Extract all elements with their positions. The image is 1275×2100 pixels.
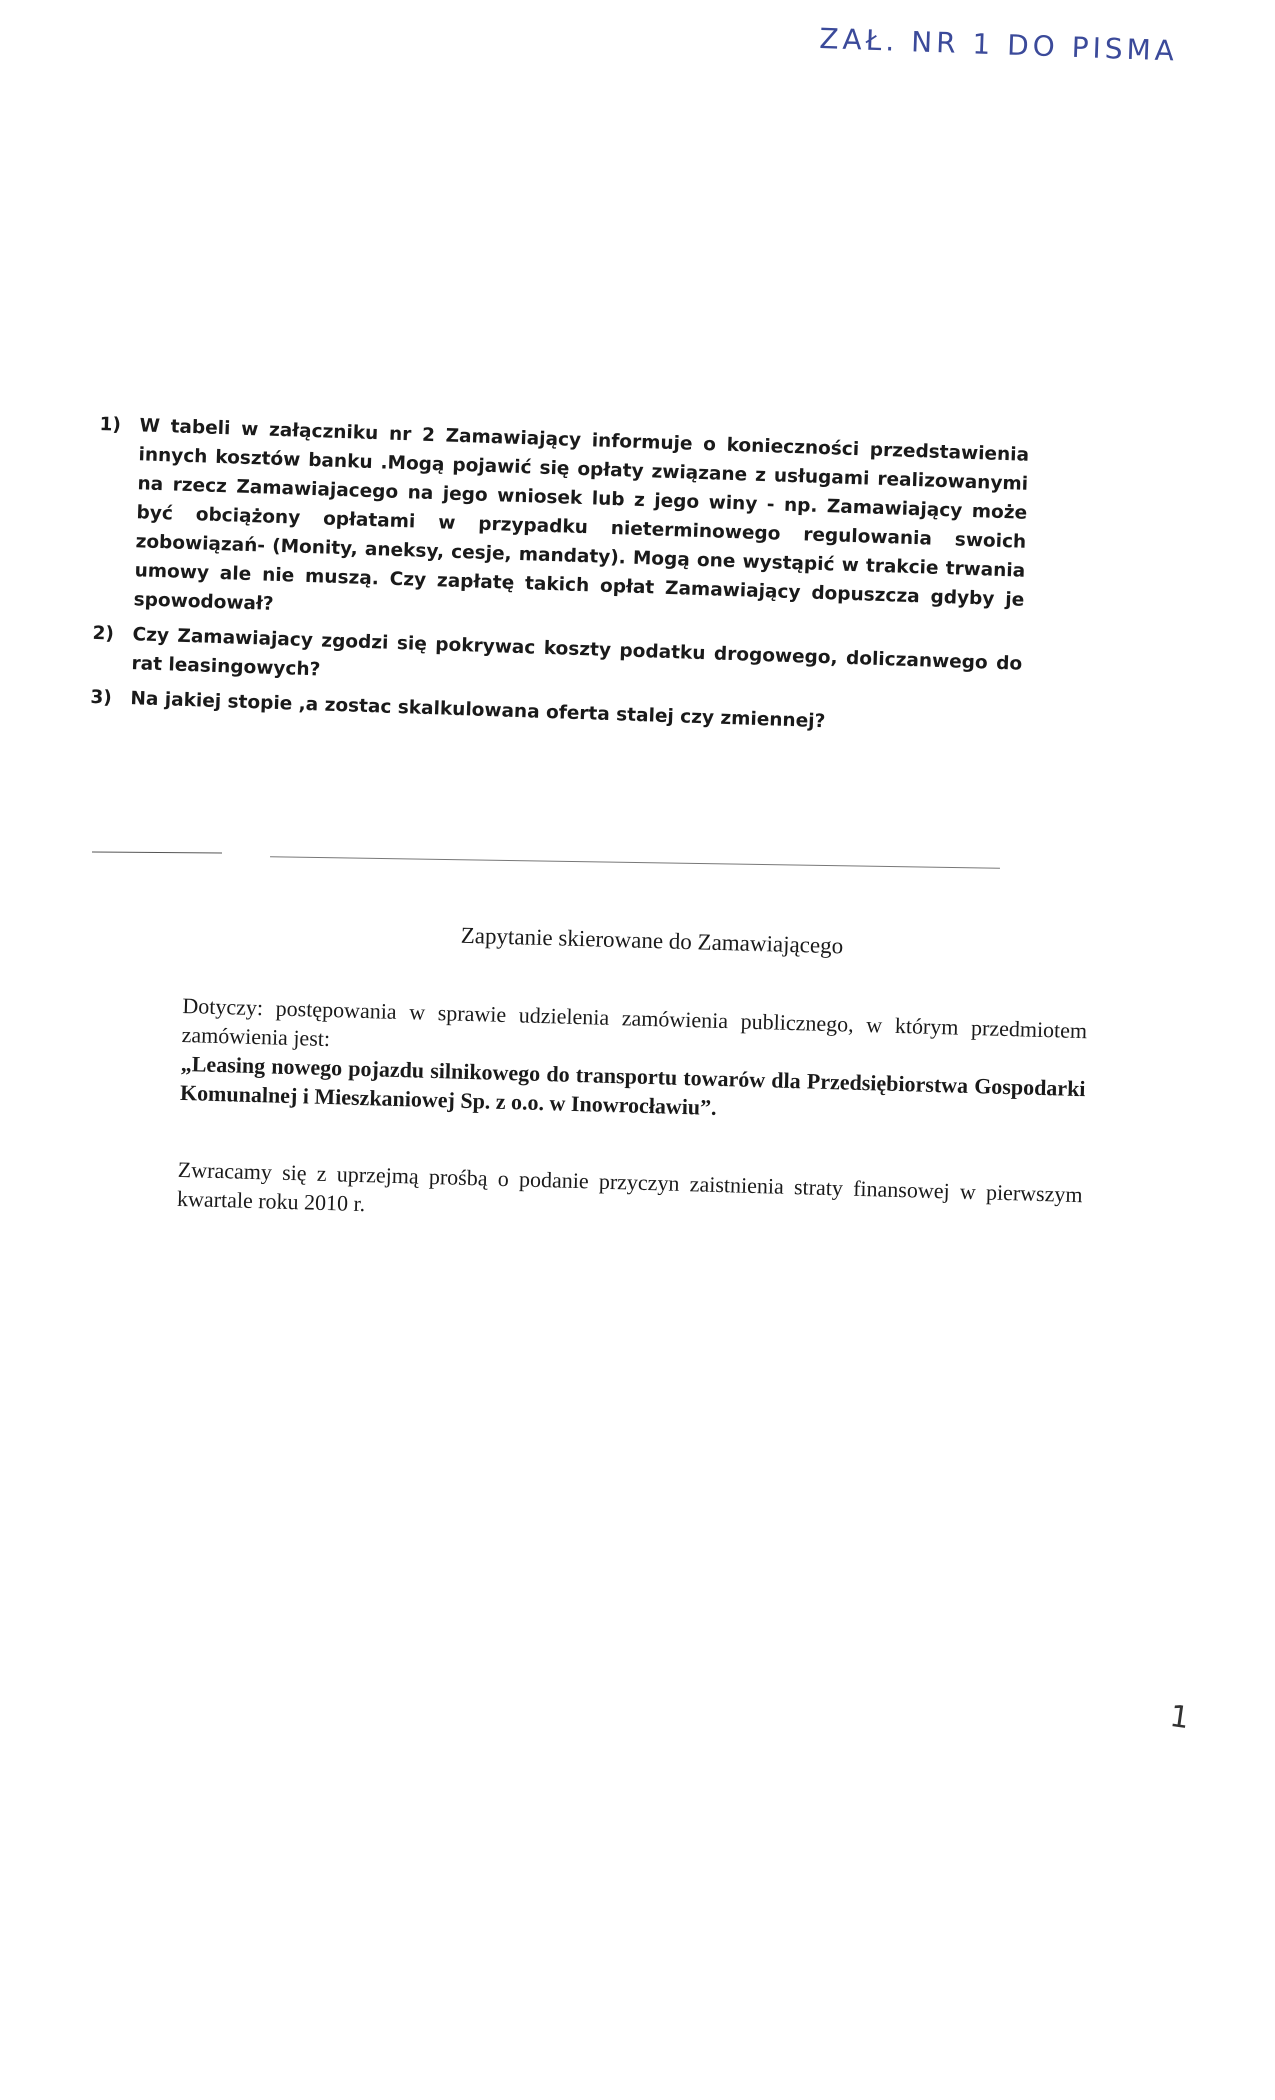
question-number: 2) bbox=[92, 622, 115, 645]
subject-title: „Leasing nowego pojazdu silnikowego do transportu towarów dla Przedsiębiorstwa Gospodarki Komunalnej i Mieszkaniowej Sp. z o.o. w Inowrocławiu”. bbox=[179, 1050, 1086, 1120]
inquiry-letter bbox=[177, 915, 1090, 1238]
question-text: W tabeli w załączniku nr 2 Zamawiający informuje o konieczności przedstawienia innych kosztów banku .Mogą pojawić się opłaty związane z usługami realizowanymi na rzecz Zamawiajacego na jego wniosek lub z jego winy - np. Zamawiający może być obciążony opłatami w przypadku nieterminowego regulowania swoich zobowiązań- (Monity, aneksy, cesje, mandaty). Mogą one wystąpić w trakcie trwania umowy ale nie muszą. Czy zapłatę takich opłat Zamawiający dopuszcza gdyby je spowodował? bbox=[133, 415, 1030, 615]
question-number: 3) bbox=[90, 686, 113, 709]
page-number: 1 bbox=[1167, 1698, 1192, 1737]
handwritten-attachment-note: ZAŁ. NR 1 DO PISMA bbox=[818, 22, 1179, 68]
question-number: 1) bbox=[99, 413, 122, 436]
question-text: Na jakiej stopie ,a zostac skalkulowana oferta stalej czy zmiennej? bbox=[130, 688, 826, 733]
question-text: Czy Zamawiajacy zgodzi się pokrywac koszty podatku drogowego, doliczanwego do rat leasingowych? bbox=[131, 624, 1023, 681]
questions-list bbox=[90, 410, 1030, 749]
question-item bbox=[93, 410, 1029, 644]
divider-line bbox=[270, 856, 1000, 868]
subject-intro: Dotyczy: postępowania w sprawie udzielenia zamówienia publicznego, w którym przedmiotem zamówienia jest: bbox=[181, 992, 1088, 1052]
request-paragraph: Zwracamy się z uprzejmą prośbą o podanie przyczyn zaistnienia straty finansowej w pierwszym kwartale roku 2010 r. bbox=[176, 1156, 1083, 1217]
letter-title: Zapytanie skierowane do Zamawiającego bbox=[460, 922, 844, 959]
divider-line bbox=[92, 852, 222, 854]
subject-block bbox=[180, 991, 1088, 1132]
